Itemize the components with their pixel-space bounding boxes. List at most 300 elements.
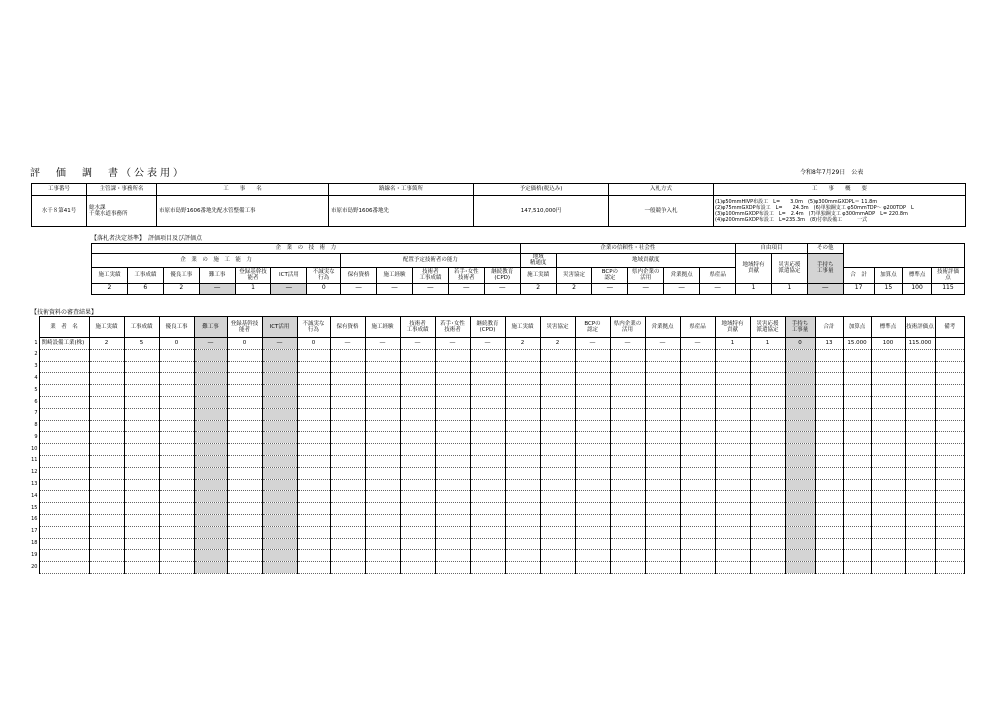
publish-date: 令和8年7月29日 公表: [800, 169, 864, 176]
result-cell: [645, 538, 680, 550]
result-cell: [470, 349, 505, 361]
result-cell: [610, 491, 645, 503]
result-cell: [505, 349, 540, 361]
result-cell: [715, 550, 750, 562]
result-cell: [871, 361, 905, 373]
project-name: 市原市島野1606番地先配水管整備工事: [157, 196, 329, 227]
firm-name: [39, 385, 89, 397]
result-cell: [227, 385, 262, 397]
result-cell: [715, 467, 750, 479]
result-cell: [715, 455, 750, 467]
result-cell: [540, 455, 575, 467]
result-cell: [935, 526, 965, 538]
results-col-header: BCPの 認定: [575, 317, 610, 338]
result-cell: ―: [262, 338, 297, 350]
criteria-value: 15: [874, 283, 903, 294]
result-cell: 0: [297, 338, 330, 350]
result-cell: [715, 349, 750, 361]
result-cell: [365, 526, 400, 538]
result-cell: [227, 408, 262, 420]
result-cell: [435, 550, 470, 562]
result-cell: [905, 455, 935, 467]
result-cell: [610, 467, 645, 479]
result-cell: [297, 467, 330, 479]
table-row: [31, 338, 965, 350]
result-cell: [610, 444, 645, 456]
result-cell: [905, 385, 935, 397]
result-cell: [871, 420, 905, 432]
result-cell: [89, 479, 124, 491]
result-cell: [645, 361, 680, 373]
result-cell: [815, 514, 843, 526]
result-cell: [905, 467, 935, 479]
result-cell: [365, 538, 400, 550]
result-cell: [262, 538, 297, 550]
result-cell: [750, 526, 785, 538]
result-cell: [610, 373, 645, 385]
results-col-header: 優良工事: [159, 317, 194, 338]
col-disaster-dispatch: 災害応援 派遣協定: [771, 254, 807, 284]
result-cell: [365, 373, 400, 385]
result-cell: [905, 491, 935, 503]
result-cell: 2: [505, 338, 540, 350]
result-cell: [365, 361, 400, 373]
result-cell: [124, 361, 159, 373]
result-cell: [400, 503, 435, 515]
result-cell: [715, 491, 750, 503]
result-cell: [159, 396, 194, 408]
row-number: 5: [34, 386, 38, 393]
result-cell: 0: [159, 338, 194, 350]
results-col-header: 不誠実な 行為: [297, 317, 330, 338]
result-cell: [159, 455, 194, 467]
result-cell: [124, 562, 159, 574]
result-cell: [871, 538, 905, 550]
results-table: [31, 316, 965, 574]
result-cell: [505, 396, 540, 408]
result-cell: [843, 479, 871, 491]
result-cell: [935, 514, 965, 526]
result-cell: [785, 373, 815, 385]
result-cell: [227, 479, 262, 491]
result-cell: [645, 562, 680, 574]
result-cell: [262, 420, 297, 432]
result-cell: [435, 420, 470, 432]
result-cell: [715, 503, 750, 515]
result-cell: [905, 562, 935, 574]
header-firm: 業 者 名: [39, 317, 89, 338]
result-cell: [843, 538, 871, 550]
result-cell: [330, 550, 365, 562]
result-cell: [435, 408, 470, 420]
result-cell: [262, 467, 297, 479]
result-cell: [330, 432, 365, 444]
results-col-header: 県産品: [680, 317, 715, 338]
result-cell: [297, 420, 330, 432]
row-number: 2: [34, 351, 38, 358]
result-cell: [871, 467, 905, 479]
row-number: 6: [34, 398, 38, 405]
result-cell: [905, 503, 935, 515]
result-cell: [785, 385, 815, 397]
result-cell: [505, 550, 540, 562]
results-col-header: 災害応援 派遣協定: [750, 317, 785, 338]
results-col-header: 技術者 工事成績: [400, 317, 435, 338]
results-label: 【技術資料の審査結果】: [31, 309, 98, 316]
result-cell: [297, 396, 330, 408]
row-number: 9: [34, 433, 38, 440]
result-cell: [785, 408, 815, 420]
result-cell: [124, 538, 159, 550]
result-cell: [124, 467, 159, 479]
col-cell: 施工実績: [520, 267, 556, 283]
col-cell: 県内企業の 活用: [628, 267, 664, 283]
result-cell: [194, 538, 227, 550]
result-cell: [815, 562, 843, 574]
result-cell: [680, 538, 715, 550]
result-cell: [330, 361, 365, 373]
result-cell: [470, 361, 505, 373]
result-cell: [540, 491, 575, 503]
col-added: 加算点: [874, 267, 903, 283]
result-cell: [400, 526, 435, 538]
result-cell: [540, 432, 575, 444]
result-cell: [470, 373, 505, 385]
result-cell: [680, 385, 715, 397]
criteria-value: 1: [771, 283, 807, 294]
result-cell: [262, 491, 297, 503]
result-cell: [435, 479, 470, 491]
result-cell: [330, 479, 365, 491]
result-cell: [575, 361, 610, 373]
firm-name: 関崎設備工業(株): [39, 338, 89, 350]
result-cell: [843, 420, 871, 432]
result-cell: [610, 349, 645, 361]
result-cell: [297, 373, 330, 385]
result-cell: [124, 455, 159, 467]
result-cell: [262, 444, 297, 456]
results-col-header: 施工実績: [89, 317, 124, 338]
result-cell: [470, 514, 505, 526]
row-number: 20: [31, 563, 38, 570]
col-cell: 施工実績: [92, 267, 128, 283]
col-cell: 難工事: [199, 267, 235, 283]
result-cell: [540, 420, 575, 432]
result-cell: [159, 514, 194, 526]
result-cell: [750, 503, 785, 515]
result-cell: [905, 349, 935, 361]
result-cell: [843, 514, 871, 526]
results-col-header: 加算点: [843, 317, 871, 338]
result-cell: [935, 373, 965, 385]
result-cell: [645, 432, 680, 444]
header-location: 路線名・工事箇所: [329, 184, 474, 196]
firm-name: [39, 550, 89, 562]
result-cell: [194, 467, 227, 479]
result-cell: [262, 432, 297, 444]
result-cell: [815, 479, 843, 491]
criteria-value: 2: [556, 283, 592, 294]
criteria-table: [91, 243, 965, 295]
result-cell: [470, 432, 505, 444]
result-cell: [680, 432, 715, 444]
result-cell: [365, 514, 400, 526]
result-cell: [505, 562, 540, 574]
firm-name: [39, 479, 89, 491]
result-cell: [610, 503, 645, 515]
result-cell: [297, 361, 330, 373]
result-cell: [297, 503, 330, 515]
result-cell: [815, 432, 843, 444]
result-cell: [400, 562, 435, 574]
criteria-value: 0: [307, 283, 341, 294]
table-row: [31, 349, 965, 361]
result-cell: [935, 467, 965, 479]
result-cell: [871, 408, 905, 420]
result-cell: [194, 455, 227, 467]
result-cell: [935, 550, 965, 562]
result-cell: [365, 444, 400, 456]
result-cell: [540, 538, 575, 550]
result-cell: [715, 444, 750, 456]
result-cell: [610, 526, 645, 538]
result-cell: [610, 538, 645, 550]
result-cell: [400, 514, 435, 526]
result-cell: [89, 373, 124, 385]
result-cell: [262, 503, 297, 515]
result-cell: [575, 444, 610, 456]
result-cell: [905, 432, 935, 444]
result-cell: [645, 396, 680, 408]
project-number: 水千８第41号: [32, 196, 87, 227]
result-cell: [575, 550, 610, 562]
result-cell: [505, 408, 540, 420]
result-cell: [871, 444, 905, 456]
table-row: [31, 408, 965, 420]
result-cell: [750, 432, 785, 444]
col-cell: 若手･女性 技術者: [448, 267, 484, 283]
firm-name: [39, 408, 89, 420]
result-cell: [935, 491, 965, 503]
result-cell: [89, 562, 124, 574]
result-cell: ―: [330, 338, 365, 350]
result-cell: [815, 503, 843, 515]
result-cell: [505, 538, 540, 550]
result-cell: [159, 538, 194, 550]
result-cell: [905, 361, 935, 373]
result-cell: [227, 550, 262, 562]
result-cell: [194, 420, 227, 432]
summary-line: (1)φ50mmHIVP布設工 L= 3.0m (5)φ300mmGXDPL＝ 11.8m: [715, 198, 878, 205]
criteria-value: 2: [92, 283, 128, 294]
firm-name: [39, 455, 89, 467]
result-cell: ―: [435, 338, 470, 350]
criteria-value: ―: [377, 283, 413, 294]
result-cell: [935, 338, 965, 350]
page-title: 評 価 調 書（公表用）: [30, 168, 186, 179]
criteria-value: 100: [903, 283, 932, 294]
result-cell: [750, 562, 785, 574]
result-cell: [785, 491, 815, 503]
col-cell: 県産品: [700, 267, 736, 283]
result-cell: [815, 444, 843, 456]
result-cell: [470, 385, 505, 397]
result-cell: [330, 491, 365, 503]
result-cell: [124, 432, 159, 444]
result-cell: [194, 349, 227, 361]
result-cell: [227, 455, 262, 467]
result-cell: [935, 432, 965, 444]
result-cell: [871, 455, 905, 467]
firm-name: [39, 503, 89, 515]
result-cell: [715, 420, 750, 432]
result-cell: [715, 514, 750, 526]
group-free: 自由項目: [736, 244, 808, 254]
result-cell: [871, 373, 905, 385]
result-cell: [89, 396, 124, 408]
result-cell: [89, 491, 124, 503]
result-cell: [435, 503, 470, 515]
result-cell: [540, 503, 575, 515]
result-cell: [159, 373, 194, 385]
result-cell: [871, 385, 905, 397]
result-cell: [159, 408, 194, 420]
result-cell: [871, 491, 905, 503]
results-col-header: 保有資格: [330, 317, 365, 338]
row-number: 12: [31, 469, 38, 476]
result-cell: [575, 385, 610, 397]
result-cell: [435, 491, 470, 503]
result-cell: [262, 526, 297, 538]
row-number: 13: [31, 481, 38, 488]
result-cell: [935, 538, 965, 550]
result-cell: ―: [365, 338, 400, 350]
result-cell: [815, 491, 843, 503]
results-col-header: 合計: [815, 317, 843, 338]
result-cell: [227, 444, 262, 456]
result-cell: [505, 420, 540, 432]
result-cell: [365, 503, 400, 515]
result-cell: [905, 396, 935, 408]
result-cell: [227, 514, 262, 526]
result-cell: [400, 408, 435, 420]
result-cell: [365, 408, 400, 420]
result-cell: [871, 550, 905, 562]
result-cell: [540, 479, 575, 491]
result-cell: [470, 491, 505, 503]
result-cell: [194, 396, 227, 408]
results-col-header: 標準点: [871, 317, 905, 338]
result-cell: [400, 444, 435, 456]
result-cell: [750, 479, 785, 491]
result-cell: [262, 479, 297, 491]
row-number: 3: [34, 363, 38, 370]
result-cell: [935, 361, 965, 373]
result-cell: [645, 503, 680, 515]
result-cell: [935, 455, 965, 467]
result-cell: [194, 550, 227, 562]
result-cell: [815, 408, 843, 420]
result-cell: [227, 432, 262, 444]
result-cell: [785, 361, 815, 373]
results-col-header: 工事成績: [124, 317, 159, 338]
row-number: 18: [31, 540, 38, 547]
result-cell: [400, 420, 435, 432]
row-number: 7: [34, 410, 38, 417]
result-cell: [750, 349, 785, 361]
result-cell: [575, 455, 610, 467]
result-cell: [330, 526, 365, 538]
result-cell: [159, 491, 194, 503]
result-cell: [124, 444, 159, 456]
result-cell: [470, 503, 505, 515]
result-cell: [297, 432, 330, 444]
firm-name: [39, 373, 89, 385]
result-cell: [843, 349, 871, 361]
result-cell: [297, 562, 330, 574]
result-cell: [815, 385, 843, 397]
result-cell: [505, 385, 540, 397]
result-cell: [680, 396, 715, 408]
result-cell: [680, 514, 715, 526]
result-cell: [124, 385, 159, 397]
result-cell: [540, 408, 575, 420]
result-cell: [400, 385, 435, 397]
firm-name: [39, 420, 89, 432]
result-cell: [89, 514, 124, 526]
result-cell: [935, 385, 965, 397]
result-cell: [540, 562, 575, 574]
result-cell: [785, 467, 815, 479]
group-other: その他: [807, 244, 843, 254]
result-cell: [785, 562, 815, 574]
firm-name: [39, 361, 89, 373]
criteria-value: 2: [163, 283, 199, 294]
table-row: [31, 373, 965, 385]
result-cell: [330, 503, 365, 515]
result-cell: [227, 373, 262, 385]
result-cell: [575, 538, 610, 550]
result-cell: [715, 396, 750, 408]
result-cell: [505, 467, 540, 479]
result-cell: [330, 408, 365, 420]
table-row: [31, 526, 965, 538]
header-price: 予定価格(税込み): [474, 184, 609, 196]
result-cell: [89, 455, 124, 467]
result-cell: [610, 562, 645, 574]
result-cell: [815, 361, 843, 373]
result-cell: [297, 491, 330, 503]
result-cell: [400, 396, 435, 408]
result-cell: [905, 538, 935, 550]
result-cell: [400, 479, 435, 491]
result-cell: [871, 526, 905, 538]
result-cell: [785, 349, 815, 361]
result-cell: [750, 514, 785, 526]
col-standard: 標準点: [903, 267, 932, 283]
header-project-name: 工 事 名: [157, 184, 329, 196]
result-cell: [935, 396, 965, 408]
result-cell: [505, 361, 540, 373]
result-cell: [680, 562, 715, 574]
result-cell: [194, 444, 227, 456]
col-cell: 災害協定: [556, 267, 592, 283]
result-cell: [124, 550, 159, 562]
firm-name: [39, 444, 89, 456]
result-cell: [935, 408, 965, 420]
project-summary: [714, 196, 966, 227]
result-cell: 1: [715, 338, 750, 350]
